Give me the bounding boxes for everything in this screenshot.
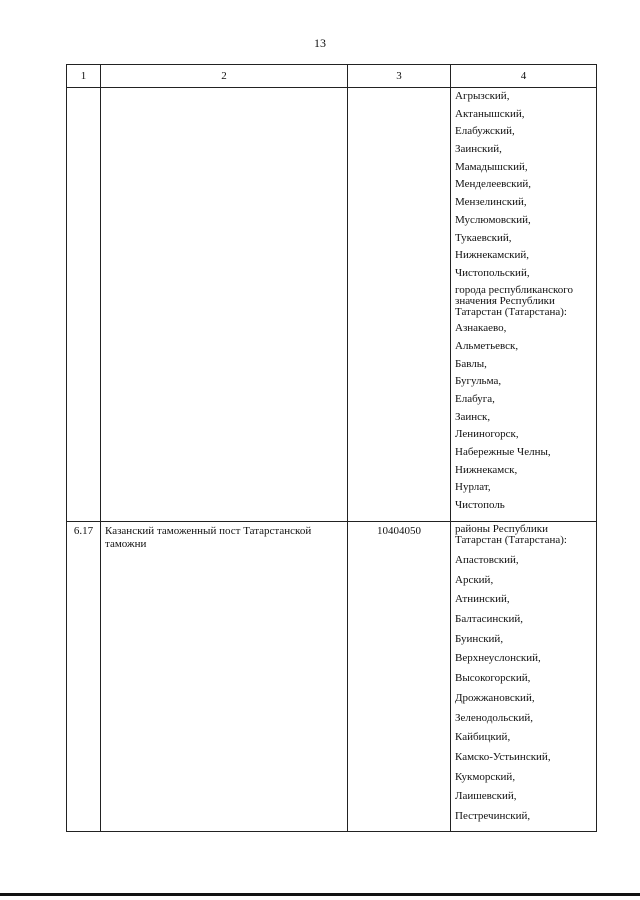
list-item: Тукаевский, <box>455 231 512 244</box>
list-item: Апастовский, <box>455 554 519 566</box>
list-item: Балтасинский, <box>455 613 524 626</box>
table-row <box>67 88 597 522</box>
list-item: Бавлы, <box>455 357 487 370</box>
list-item: Бугульма, <box>455 375 502 388</box>
list-item: города республиканского значения Республики Татарстан (Татарстана): <box>455 283 573 318</box>
row-number-cell: 6.17 <box>67 522 101 832</box>
list-item: Камско-Устьинский, <box>455 750 551 763</box>
list-item: Менделеевский, <box>455 178 532 191</box>
region-list-cell <box>451 88 597 522</box>
list-item: Буинский, <box>455 632 504 645</box>
list-item: Чистополь <box>455 499 505 512</box>
post-code-cell <box>348 88 451 522</box>
list-item: Азнакаево, <box>455 322 507 335</box>
list-item: Арский, <box>455 573 494 586</box>
list-item: Зеленодольский, <box>455 711 534 724</box>
list-item: Кайбицкий, <box>455 731 511 744</box>
post-name-cell: Казанский таможенный пост Татарстанской таможни <box>101 522 348 832</box>
list-item: Муслюмовский, <box>455 213 531 226</box>
row-number-cell <box>67 88 101 522</box>
list-item: Высокогорский, <box>455 672 531 685</box>
list-item: Заинский, <box>455 143 502 156</box>
column-header: 4 <box>451 65 597 88</box>
list-item: Нурлат, <box>455 481 491 494</box>
page-number: 13 <box>314 36 326 50</box>
list-item: Елабуга, <box>455 393 495 405</box>
list-item: Лениногорск, <box>455 428 519 441</box>
list-item: Кукморский, <box>455 770 516 783</box>
list-item: Дрожжановский, <box>455 691 535 704</box>
list-item: Чистопольский, <box>455 266 530 279</box>
list-item: Верхнеуслонский, <box>455 652 541 665</box>
list-item: Елабужский, <box>455 125 515 138</box>
list-item: Набережные Челны, <box>455 446 551 459</box>
post-code-cell: 10404050 <box>348 522 451 832</box>
column-header: 1 <box>67 65 101 88</box>
list-item: Лаишевский, <box>455 790 517 803</box>
list-item: Актанышский, <box>455 107 525 120</box>
list-item: Пестречинский, <box>455 809 531 822</box>
list-item: Нижнекамский, <box>455 249 529 262</box>
list-item: районы Республики Татарстан (Татарстана): <box>455 523 567 546</box>
customs-posts-table <box>66 64 597 832</box>
column-header: 3 <box>348 65 451 88</box>
list-item: Атнинский, <box>455 593 510 606</box>
region-list-cell <box>451 522 597 832</box>
list-item: Мензелинский, <box>455 196 527 209</box>
scan-bottom-edge <box>0 893 640 896</box>
list-item: Агрызский, <box>455 90 510 102</box>
list-item: Нижнекамск, <box>455 463 518 476</box>
list-item: Мамадышский, <box>455 160 528 173</box>
post-name-cell <box>101 88 348 522</box>
list-item: Заинск, <box>455 410 491 423</box>
table-row <box>67 522 597 832</box>
table-header-row <box>67 65 597 88</box>
column-header: 2 <box>101 65 348 88</box>
list-item: Альметьевск, <box>455 339 519 352</box>
